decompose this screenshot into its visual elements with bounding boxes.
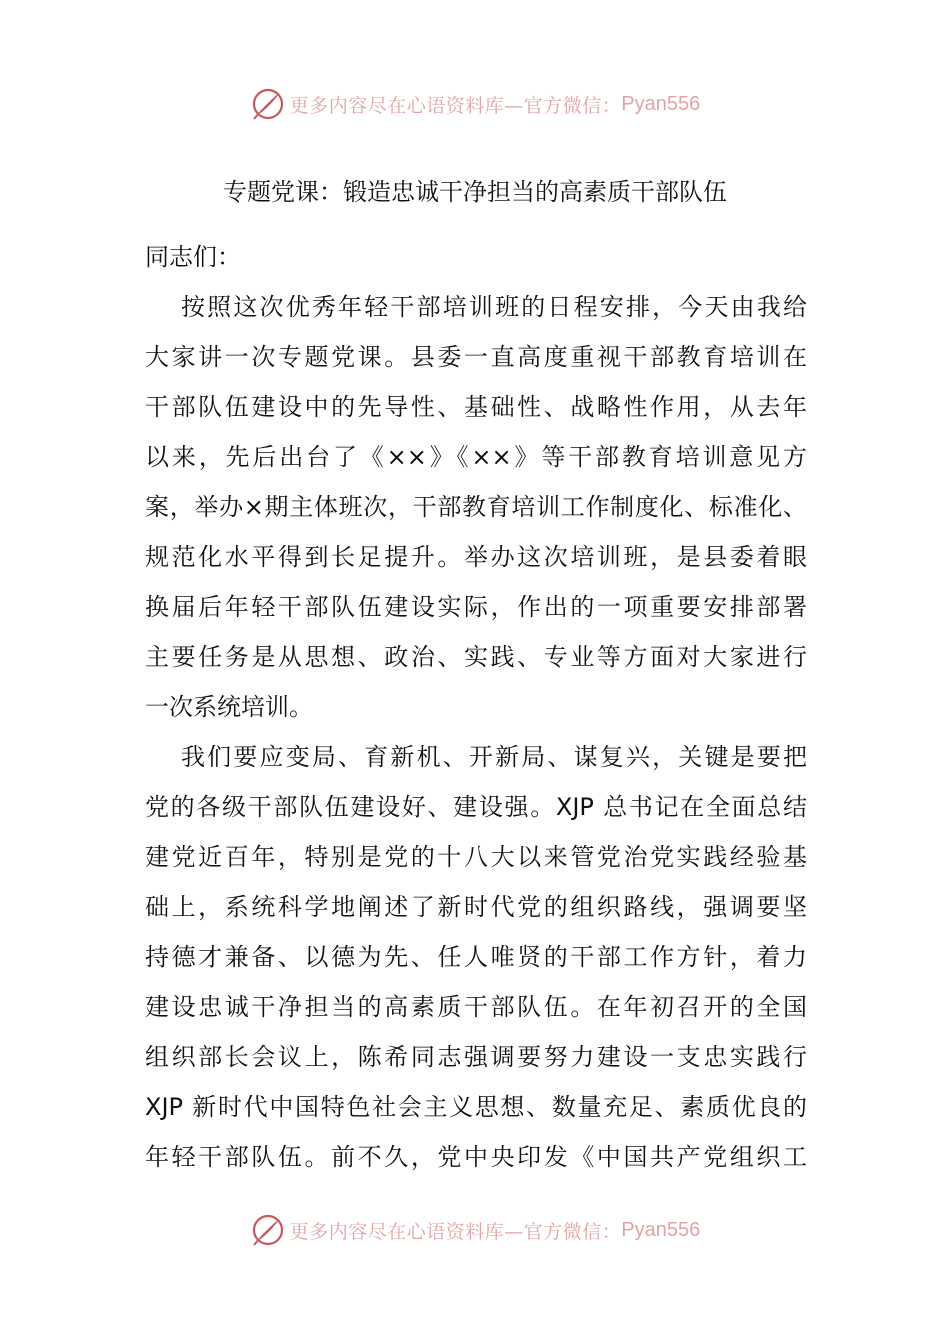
paragraph-1 [145, 282, 807, 732]
paragraph-line: 大家讲一次专题党课。县委一直高度重视干部教育培训在 [145, 343, 807, 371]
paragraph-line: 持德才兼备、以德为先、任人唯贤的干部工作方针，着力 [145, 943, 807, 971]
paragraph-line: 年轻干部队伍。前不久，党中央印发《中国共产党组织工 [145, 1143, 807, 1171]
watermark-text: 更多内容尽在心语资料库—官方微信： [289, 1220, 622, 1243]
paragraph-line: 换届后年轻干部队伍建设实际，作出的一项重要安排部署 [145, 593, 807, 621]
quill-pen-logo-icon [250, 86, 286, 122]
salutation: 同志们： [145, 243, 241, 271]
quill-pen-logo-icon [250, 1212, 286, 1248]
paragraph-line: 党的各级干部队伍建设好、建设强。XJP 总书记在全面总结 [145, 793, 807, 821]
paragraph-line: XJP 新时代中国特色社会主义思想、数量充足、素质优良的 [145, 1093, 807, 1121]
watermark-wechat-id: Pyan556 [621, 92, 701, 115]
paragraph-line: 按照这次优秀年轻干部培训班的日程安排，今天由我给 [181, 293, 807, 321]
document-title: 专题党课：锻造忠诚干净担当的高素质干部队伍 [223, 178, 727, 206]
paragraph-line: 我们要应变局、育新机、开新局、谋复兴，关键是要把 [181, 743, 807, 771]
paragraph-line: 规范化水平得到长足提升。举办这次培训班，是县委着眼 [145, 543, 807, 571]
paragraph-2 [145, 732, 807, 1182]
watermark-wechat-id: Pyan556 [621, 1218, 701, 1241]
document-body [145, 232, 807, 1182]
watermark-text: 更多内容尽在心语资料库—官方微信： [289, 94, 622, 117]
paragraph-line: 建党近百年，特别是党的十八大以来管党治党实践经验基 [145, 843, 807, 871]
paragraph-line: 一次系统培训。 [145, 693, 313, 721]
paragraph-line: 干部队伍建设中的先导性、基础性、战略性作用，从去年 [145, 393, 807, 421]
paragraph-line: 主要任务是从思想、政治、实践、专业等方面对大家进行 [145, 643, 807, 671]
paragraph-line: 建设忠诚干净担当的高素质干部队伍。在年初召开的全国 [145, 993, 807, 1021]
paragraph-line: 案，举办×期主体班次，干部教育培训工作制度化、标准化、 [145, 493, 807, 521]
header-watermark [0, 84, 950, 124]
paragraph-line: 组织部长会议上，陈希同志强调要努力建设一支忠实践行 [145, 1043, 807, 1071]
paragraph-line: 础上，系统科学地阐述了新时代党的组织路线，强调要坚 [145, 893, 807, 921]
paragraph-line: 以来，先后出台了《××》《××》等干部教育培训意见方 [145, 443, 807, 471]
footer-watermark [0, 1210, 950, 1250]
